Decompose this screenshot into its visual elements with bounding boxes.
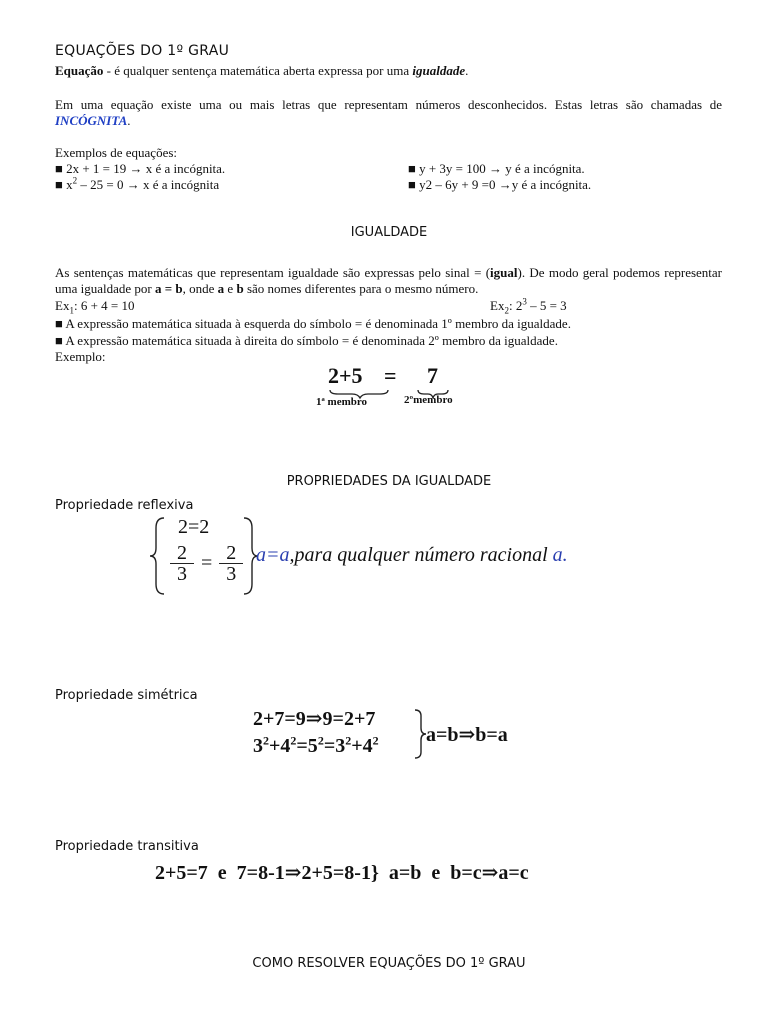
ex-value: – 5 = 3 <box>526 298 567 313</box>
fraction-den: 3 <box>177 563 187 585</box>
ex-sub: 2 <box>504 305 509 316</box>
igualdade-text: ). De modo geral podemos representar uma igualdade por <box>55 265 722 296</box>
transitiva-title: Propriedade transitiva <box>55 839 199 854</box>
example-expr: ■ y2 – 6y + 9 =0 <box>408 177 499 192</box>
transitiva-expr: 2+5=7 e 7=8-1⇒2+5=8-1} a=b e b=c⇒a=c <box>155 862 529 884</box>
sim-term: +4 <box>269 735 291 757</box>
reflexiva-fraction-eq <box>170 543 243 584</box>
definition-term: Equação <box>55 63 104 78</box>
example-eq-equals: = <box>384 363 397 388</box>
paragraph-text: Em uma equação existe uma ou mais letras que representam números desconhecidos. Estas letras são chamadas de <box>55 97 722 112</box>
ex-label: Ex <box>55 298 70 313</box>
igualdade-bold: igual <box>490 265 518 280</box>
sim-sup: 2 <box>290 733 297 748</box>
examples-heading: Exemplos de equações: <box>55 145 178 160</box>
second-member-label: 2ºmembro <box>404 394 453 406</box>
page-title: EQUAÇÕES DO 1º GRAU <box>55 43 230 59</box>
igualdade-text: são nomes diferentes para o mesmo número. <box>243 281 479 296</box>
paragraph-incognita <box>55 97 722 129</box>
examples-left-2 <box>55 177 219 193</box>
definition-line <box>55 63 715 79</box>
examples-left-1 <box>55 161 225 177</box>
bullet-second-member: ■ A expressão matemática situada à direita do símbolo = é denominada 2º membro da igualdade. <box>55 333 558 348</box>
reflexiva-title: Propriedade reflexiva <box>55 498 194 513</box>
sim-sup: 2 <box>345 733 352 748</box>
example-eq-left: 2+5 <box>328 363 363 388</box>
example-note: – 25 = 0 → x é a incógnita <box>77 177 220 192</box>
reflexiva-aeqa: a=a <box>256 544 290 566</box>
fraction-equals: = <box>201 552 213 574</box>
bullet-first-member: ■ A expressão matemática situada à esquerda do símbolo = é denominada 1º membro da igualdade. <box>55 316 571 331</box>
sim-term: =3 <box>323 735 346 757</box>
fraction-den: 3 <box>226 563 237 585</box>
simetrica-line1: 2+7=9⇒9=2+7 <box>253 708 376 730</box>
ex-sup: 3 <box>522 296 527 307</box>
reflexiva-text: ,para qualquer número racional <box>289 544 553 566</box>
igualdade-bold: a <box>217 281 225 296</box>
simetrica-title: Propriedade simétrica <box>55 688 198 703</box>
sim-sup: 2 <box>372 733 379 748</box>
fraction-num: 2 <box>226 542 237 564</box>
example-note: → x é a incógnita. <box>129 161 226 176</box>
sim-term: =5 <box>296 735 318 757</box>
definition-text: - é qualquer sentença matemática aberta expressa por uma <box>103 63 413 78</box>
igualdade-text: As sentenças matemáticas que representam igualdade são expressas pelo sinal = ( <box>55 265 491 280</box>
ex-sub: 1 <box>69 305 74 316</box>
sim-sup: 2 <box>317 733 324 748</box>
example-note: →y é a incógnita. <box>498 177 592 192</box>
example-2 <box>490 298 567 314</box>
exemplo-label: Exemplo: <box>55 349 106 364</box>
examples-right-1 <box>408 161 585 177</box>
reflexiva-statement <box>256 544 568 567</box>
igualdade-bold: a = b <box>155 281 183 296</box>
igualdade-heading: IGUALDADE <box>350 225 428 240</box>
example-expr: ■ x <box>55 177 73 192</box>
sim-term: +4 <box>351 735 373 757</box>
definition-emph: igualdade <box>412 63 466 78</box>
igualdade-paragraph <box>55 265 722 297</box>
resolver-heading: COMO RESOLVER EQUAÇÕES DO 1º GRAU <box>252 956 526 971</box>
first-member-label: 1ª membro <box>316 396 368 408</box>
fraction-num: 2 <box>177 542 187 564</box>
left-brace-icon <box>148 516 168 596</box>
examples-right-2 <box>408 177 591 193</box>
reflexiva-a: a. <box>552 544 568 566</box>
ex-value: : 2 <box>508 298 523 313</box>
igualdade-text: e <box>224 281 237 296</box>
example-note: → y é a incógnita. <box>489 161 585 176</box>
sim-term: 3 <box>253 735 263 757</box>
example-sup: 2 <box>72 175 78 186</box>
simetrica-rhs: a=b⇒b=a <box>426 724 508 746</box>
example-expr: ■ 2x + 1 = 19 <box>55 161 130 176</box>
ex-label: Ex <box>490 298 505 313</box>
reflexiva-line1: 2=2 <box>178 516 210 538</box>
example-eq-right: 7 <box>427 363 438 388</box>
incognita-term: INCÓGNITA <box>55 113 128 128</box>
example-1 <box>55 298 134 314</box>
ex-value: : 6 + 4 = 10 <box>73 298 135 313</box>
definition-end: . <box>465 63 469 78</box>
igualdade-text: , onde <box>182 281 218 296</box>
igualdade-bold: b <box>236 281 244 296</box>
sim-sup: 2 <box>263 733 269 748</box>
paragraph-end: . <box>127 113 131 128</box>
simetrica-line2 <box>253 735 379 758</box>
fraction-left <box>170 543 194 584</box>
example-expr: ■ y + 3y = 100 <box>408 161 490 176</box>
propriedades-heading: PROPRIEDADES DA IGUALDADE <box>286 474 492 489</box>
